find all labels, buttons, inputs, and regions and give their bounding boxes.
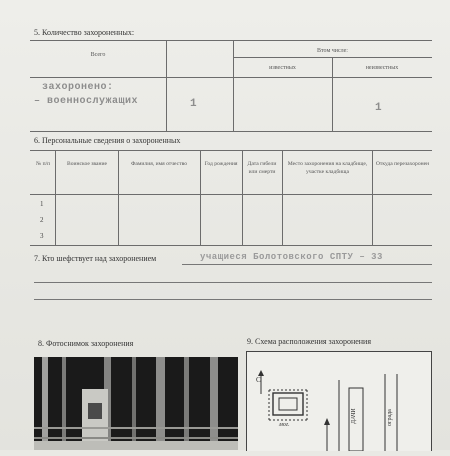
fence-image (34, 427, 238, 429)
row-label-buried: захоронено: (42, 82, 114, 93)
header-name: Фамилия, имя отчество (130, 161, 188, 167)
header-rank: Воинское звание (67, 161, 107, 167)
header-number: № п/п (35, 161, 51, 167)
row-label-military: – военнослужащих (34, 96, 139, 107)
section7-title: 7. Кто шефствует над захоронением (34, 254, 157, 263)
grave-label: мог. (279, 422, 290, 428)
fill-line-2 (34, 282, 432, 283)
section5-title: 5. Количество захороненных: (34, 28, 135, 37)
header-reburied-from: Откуда перезахоронен (375, 161, 430, 167)
unknown-value: 1 (375, 102, 383, 114)
burial-photo (34, 357, 238, 450)
row-number-3: 3 (40, 232, 44, 240)
header-burial-place: Место захоронения на кладбище, участке кладбища (287, 161, 368, 175)
north-label: С (256, 376, 261, 384)
section6-title: 6. Персональные сведения о захороненных (34, 136, 181, 145)
section5-table (30, 40, 432, 132)
fence-label: ограда (387, 409, 393, 426)
location-scheme (246, 351, 432, 451)
section7-value: учащиеся Болотовского СПТУ – 33 (200, 252, 383, 262)
fill-line-3 (34, 299, 432, 300)
row-number-1: 1 (40, 200, 44, 208)
header-death-date: Дата гибели или смерти (247, 161, 277, 175)
col-total: Всего (90, 52, 106, 58)
dachi-label: ДАЧИ (351, 408, 357, 424)
total-value: 1 (190, 98, 198, 110)
scheme-drawing (247, 352, 431, 451)
section6-table (30, 150, 432, 246)
section9-title: 9. Схема расположения захоронения (247, 337, 372, 346)
col-unknown: неизвестных (365, 65, 399, 71)
row-number-2: 2 (40, 216, 44, 224)
col-including: Втом числе: (317, 48, 348, 54)
header-birth-year: Год рождения (204, 161, 238, 167)
col-known: известных (269, 65, 296, 71)
fill-line-1 (182, 264, 432, 265)
section8-title: 8. Фотоснимок захоронения (38, 339, 134, 348)
